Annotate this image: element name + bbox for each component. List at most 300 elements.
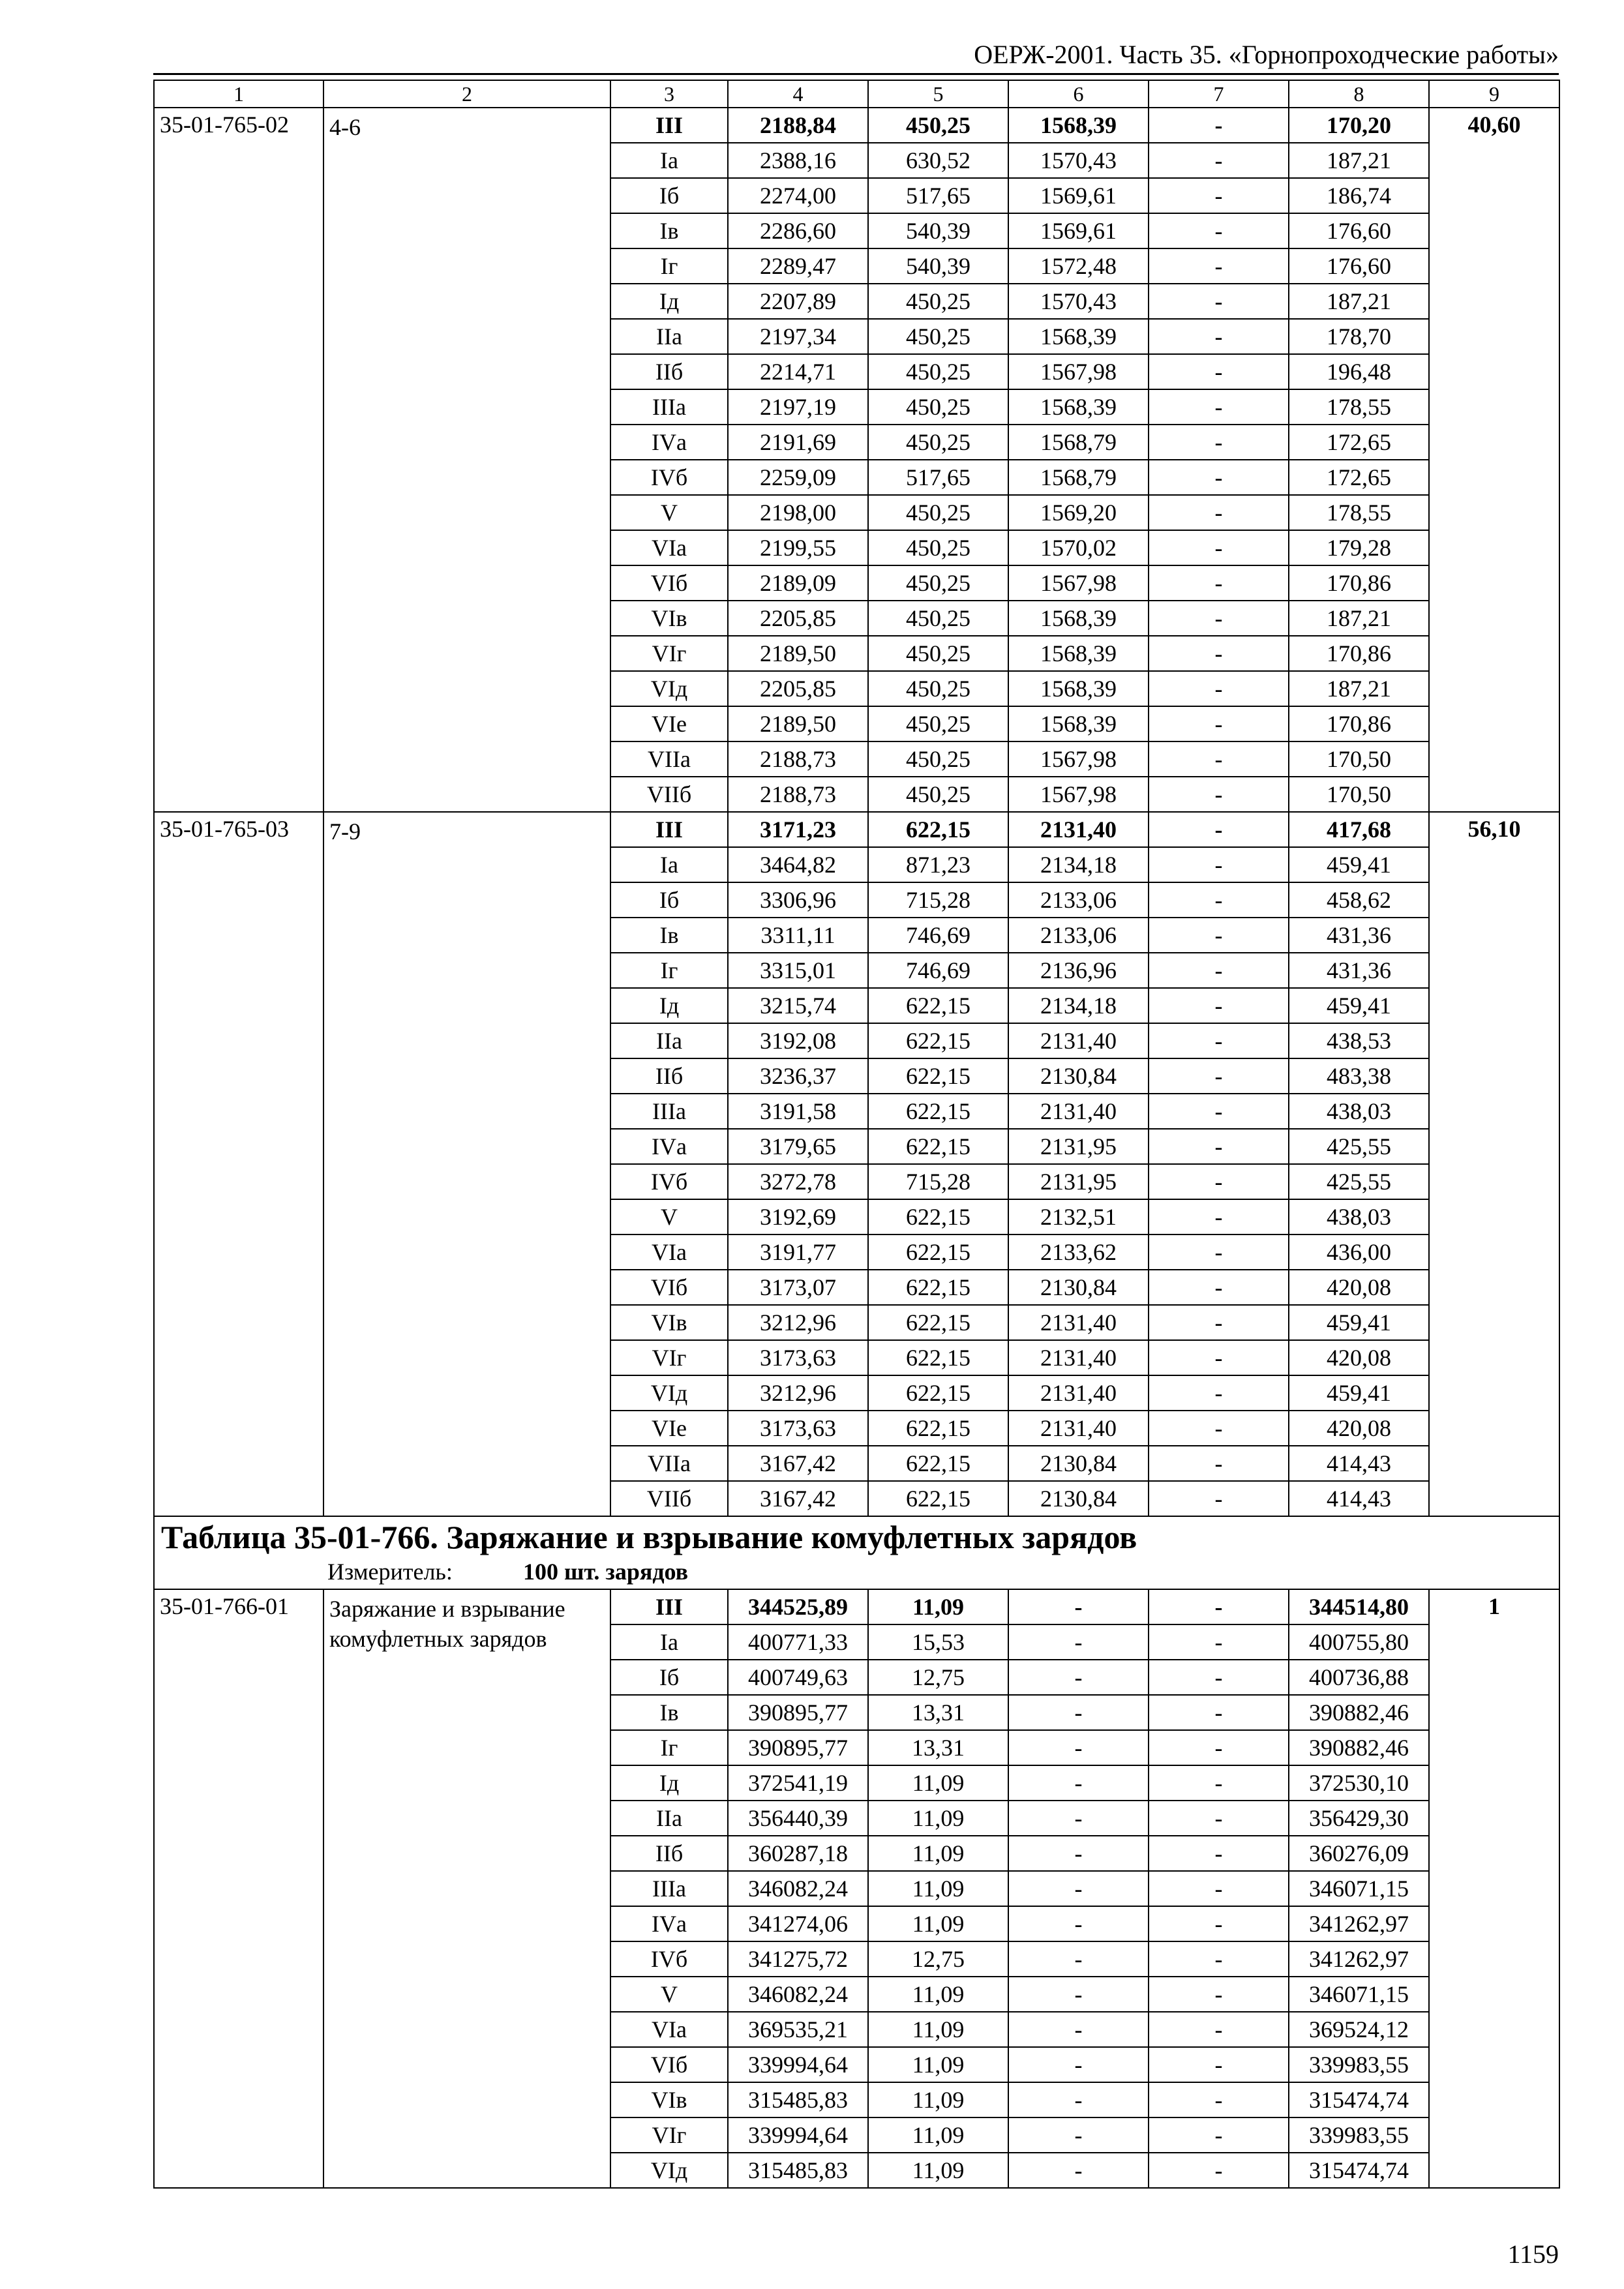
value-col-4: 2189,09 — [728, 565, 868, 601]
value-col-4: 3173,63 — [728, 1411, 868, 1446]
region-zone: VIа — [610, 2012, 728, 2047]
value-col-5: 450,25 — [868, 741, 1008, 777]
value-col-4: 346082,24 — [728, 1871, 868, 1906]
value-col-4: 390895,77 — [728, 1730, 868, 1765]
value-col-4: 341274,06 — [728, 1906, 868, 1941]
value-col-4: 2388,16 — [728, 143, 868, 178]
region-zone: VIд — [610, 671, 728, 706]
region-zone: VIа — [610, 530, 728, 565]
value-col-6: - — [1008, 2012, 1149, 2047]
value-col-4: 356440,39 — [728, 1801, 868, 1836]
value-col-6: 2131,40 — [1008, 1340, 1149, 1375]
column-number: 6 — [1008, 80, 1149, 108]
value-col-4: 3192,69 — [728, 1199, 868, 1234]
value-col-4: 339994,64 — [728, 2117, 868, 2153]
value-col-5: 450,25 — [868, 354, 1008, 389]
value-col-6: 1567,98 — [1008, 741, 1149, 777]
value-col-4: 2207,89 — [728, 284, 868, 319]
unit-value: 100 шт. зарядов — [523, 1559, 689, 1585]
value-col-6: 2131,40 — [1008, 812, 1149, 847]
value-col-8: 417,68 — [1289, 812, 1429, 847]
value-col-8: 170,20 — [1289, 108, 1429, 143]
value-col-4: 2199,55 — [728, 530, 868, 565]
value-col-4: 2191,69 — [728, 425, 868, 460]
value-col-7: - — [1149, 1660, 1289, 1695]
value-col-4: 2274,00 — [728, 178, 868, 213]
value-col-6: 1568,39 — [1008, 636, 1149, 671]
value-col-4: 3173,63 — [728, 1340, 868, 1375]
value-col-8: 369524,12 — [1289, 2012, 1429, 2047]
value-col-7: - — [1149, 389, 1289, 425]
region-zone: V — [610, 495, 728, 530]
column-number: 8 — [1289, 80, 1429, 108]
value-col-4: 2286,60 — [728, 213, 868, 248]
value-col-5: 15,53 — [868, 1624, 1008, 1660]
value-col-5: 450,25 — [868, 319, 1008, 354]
rate-code: 35-01-765-03 — [154, 812, 323, 1516]
value-col-7: - — [1149, 1906, 1289, 1941]
column-number: 1 — [154, 80, 323, 108]
value-col-4: 3191,77 — [728, 1234, 868, 1270]
value-col-8: 176,60 — [1289, 248, 1429, 284]
value-col-5: 450,25 — [868, 108, 1008, 143]
value-col-7: - — [1149, 882, 1289, 918]
region-zone: Iв — [610, 1695, 728, 1730]
value-col-6: 1568,39 — [1008, 706, 1149, 741]
value-col-7: - — [1149, 1801, 1289, 1836]
region-zone: VIв — [610, 2082, 728, 2117]
value-col-6: 2131,40 — [1008, 1305, 1149, 1340]
value-col-5: 746,69 — [868, 918, 1008, 953]
table-heading — [154, 1516, 1559, 1589]
value-col-5: 746,69 — [868, 953, 1008, 988]
value-col-5: 13,31 — [868, 1695, 1008, 1730]
value-col-8: 431,36 — [1289, 918, 1429, 953]
value-col-5: 622,15 — [868, 1129, 1008, 1164]
value-col-5: 622,15 — [868, 1305, 1008, 1340]
unit-label: Измеритель: — [327, 1559, 453, 1585]
value-col-4: 2205,85 — [728, 601, 868, 636]
page-header: ОЕРЖ-2001. Часть 35. «Горнопроходческие работы» — [974, 40, 1559, 69]
region-zone: Iб — [610, 882, 728, 918]
value-col-8: 390882,46 — [1289, 1730, 1429, 1765]
value-col-7: - — [1149, 2012, 1289, 2047]
value-col-4: 2189,50 — [728, 636, 868, 671]
value-col-4: 3236,37 — [728, 1058, 868, 1094]
value-col-6: 1568,79 — [1008, 460, 1149, 495]
value-col-6: - — [1008, 1801, 1149, 1836]
value-col-6: - — [1008, 1871, 1149, 1906]
region-zone: IIб — [610, 1836, 728, 1871]
value-col-5: 540,39 — [868, 213, 1008, 248]
value-col-6: 1568,79 — [1008, 425, 1149, 460]
column-number: 2 — [323, 80, 610, 108]
value-col-6: 2133,06 — [1008, 882, 1149, 918]
value-col-4: 3171,23 — [728, 812, 868, 847]
value-col-7: - — [1149, 812, 1289, 847]
value-col-6: 1572,48 — [1008, 248, 1149, 284]
value-col-6: 1567,98 — [1008, 777, 1149, 812]
value-col-5: 11,09 — [868, 2153, 1008, 2188]
region-zone: Iг — [610, 248, 728, 284]
value-col-4: 341275,72 — [728, 1941, 868, 1977]
region-zone: VIв — [610, 601, 728, 636]
value-col-8: 431,36 — [1289, 953, 1429, 988]
value-col-6: 2133,06 — [1008, 918, 1149, 953]
value-col-5: 11,09 — [868, 1801, 1008, 1836]
region-zone: VIIб — [610, 1481, 728, 1516]
value-col-6: 1570,43 — [1008, 284, 1149, 319]
value-col-7: - — [1149, 2047, 1289, 2082]
region-zone: VIб — [610, 1270, 728, 1305]
value-col-5: 540,39 — [868, 248, 1008, 284]
value-col-8: 315474,74 — [1289, 2153, 1429, 2188]
value-col-6: 2131,40 — [1008, 1023, 1149, 1058]
value-col-5: 622,15 — [868, 1094, 1008, 1129]
header-rule — [153, 73, 1559, 75]
value-col-6: - — [1008, 2153, 1149, 2188]
value-col-8: 400755,80 — [1289, 1624, 1429, 1660]
value-col-8: 459,41 — [1289, 847, 1429, 882]
value-col-8: 459,41 — [1289, 1375, 1429, 1411]
value-col-7: - — [1149, 2153, 1289, 2188]
rate-description: 7-9 — [323, 812, 610, 1516]
value-col-6: 2132,51 — [1008, 1199, 1149, 1234]
value-col-6: 1567,98 — [1008, 354, 1149, 389]
value-col-6: 2131,95 — [1008, 1129, 1149, 1164]
region-zone: IVа — [610, 1906, 728, 1941]
value-col-5: 450,25 — [868, 389, 1008, 425]
value-col-4: 3167,42 — [728, 1446, 868, 1481]
value-col-8: 356429,30 — [1289, 1801, 1429, 1836]
table-title: Таблица 35-01-766. Заряжание и взрывание комуфлетных зарядов — [161, 1519, 1137, 1555]
value-col-7: - — [1149, 847, 1289, 882]
value-col-5: 11,09 — [868, 2082, 1008, 2117]
value-col-8: 346071,15 — [1289, 1977, 1429, 2012]
value-col-7: - — [1149, 671, 1289, 706]
region-zone: Iд — [610, 1765, 728, 1801]
region-zone: VIв — [610, 1305, 728, 1340]
value-col-5: 622,15 — [868, 1481, 1008, 1516]
region-zone: IVа — [610, 1129, 728, 1164]
value-col-4: 2198,00 — [728, 495, 868, 530]
value-col-7: - — [1149, 1375, 1289, 1411]
value-col-6: 2136,96 — [1008, 953, 1149, 988]
value-col-4: 2289,47 — [728, 248, 868, 284]
value-col-5: 13,31 — [868, 1730, 1008, 1765]
value-col-7: - — [1149, 178, 1289, 213]
col9-value: 1 — [1429, 1589, 1559, 2188]
value-col-7: - — [1149, 143, 1289, 178]
region-zone: VIг — [610, 636, 728, 671]
region-zone: Iв — [610, 918, 728, 953]
value-col-6: 1568,39 — [1008, 601, 1149, 636]
value-col-8: 172,65 — [1289, 425, 1429, 460]
region-zone: IIа — [610, 1801, 728, 1836]
value-col-7: - — [1149, 777, 1289, 812]
value-col-8: 341262,97 — [1289, 1906, 1429, 1941]
value-col-5: 11,09 — [868, 1589, 1008, 1624]
column-number-row — [154, 80, 1559, 108]
value-col-5: 11,09 — [868, 1871, 1008, 1906]
value-col-5: 622,15 — [868, 1375, 1008, 1411]
value-col-5: 630,52 — [868, 143, 1008, 178]
value-col-8: 178,70 — [1289, 319, 1429, 354]
region-zone: VIIб — [610, 777, 728, 812]
page-number: 1159 — [1507, 2239, 1559, 2269]
value-col-8: 196,48 — [1289, 354, 1429, 389]
value-col-4: 2188,84 — [728, 108, 868, 143]
value-col-6: 1568,39 — [1008, 671, 1149, 706]
col9-value: 56,10 — [1429, 812, 1559, 1516]
value-col-4: 3173,07 — [728, 1270, 868, 1305]
value-col-4: 400749,63 — [728, 1660, 868, 1695]
region-zone: III — [610, 1589, 728, 1624]
value-col-6: 1569,61 — [1008, 178, 1149, 213]
value-col-5: 11,09 — [868, 1765, 1008, 1801]
rates-table — [153, 80, 1560, 2189]
region-zone: IIIа — [610, 389, 728, 425]
value-col-8: 458,62 — [1289, 882, 1429, 918]
value-col-7: - — [1149, 495, 1289, 530]
value-col-5: 450,25 — [868, 636, 1008, 671]
value-col-7: - — [1149, 1058, 1289, 1094]
value-col-7: - — [1149, 248, 1289, 284]
value-col-5: 715,28 — [868, 882, 1008, 918]
value-col-4: 400771,33 — [728, 1624, 868, 1660]
value-col-6: - — [1008, 2047, 1149, 2082]
region-zone: IIа — [610, 319, 728, 354]
value-col-6: - — [1008, 2082, 1149, 2117]
value-col-4: 2189,50 — [728, 706, 868, 741]
value-col-8: 425,55 — [1289, 1129, 1429, 1164]
value-col-8: 315474,74 — [1289, 2082, 1429, 2117]
table-row — [154, 812, 1559, 847]
value-col-5: 450,25 — [868, 284, 1008, 319]
value-col-7: - — [1149, 2117, 1289, 2153]
value-col-6: 2134,18 — [1008, 988, 1149, 1023]
region-zone: VIб — [610, 2047, 728, 2082]
value-col-5: 622,15 — [868, 812, 1008, 847]
value-col-6: 2131,95 — [1008, 1164, 1149, 1199]
unit-of-measure — [161, 1557, 1552, 1586]
value-col-4: 360287,18 — [728, 1836, 868, 1871]
value-col-6: 1568,39 — [1008, 389, 1149, 425]
value-col-8: 170,86 — [1289, 565, 1429, 601]
value-col-7: - — [1149, 1624, 1289, 1660]
value-col-4: 3192,08 — [728, 1023, 868, 1058]
region-zone: VIд — [610, 1375, 728, 1411]
value-col-4: 3464,82 — [728, 847, 868, 882]
column-number: 9 — [1429, 80, 1559, 108]
value-col-4: 3191,58 — [728, 1094, 868, 1129]
value-col-5: 622,15 — [868, 1340, 1008, 1375]
value-col-7: - — [1149, 1023, 1289, 1058]
value-col-4: 2197,19 — [728, 389, 868, 425]
value-col-7: - — [1149, 108, 1289, 143]
value-col-8: 339983,55 — [1289, 2047, 1429, 2082]
value-col-8: 436,00 — [1289, 1234, 1429, 1270]
value-col-8: 187,21 — [1289, 284, 1429, 319]
value-col-6: 1570,02 — [1008, 530, 1149, 565]
value-col-7: - — [1149, 636, 1289, 671]
region-zone: III — [610, 812, 728, 847]
value-col-7: - — [1149, 1234, 1289, 1270]
value-col-7: - — [1149, 213, 1289, 248]
region-zone: III — [610, 108, 728, 143]
region-zone: VIе — [610, 706, 728, 741]
value-col-6: 2134,18 — [1008, 847, 1149, 882]
table-heading-row — [154, 1516, 1559, 1589]
region-zone: Iд — [610, 988, 728, 1023]
value-col-8: 339983,55 — [1289, 2117, 1429, 2153]
value-col-8: 344514,80 — [1289, 1589, 1429, 1624]
value-col-6: 2130,84 — [1008, 1270, 1149, 1305]
value-col-6: 1567,98 — [1008, 565, 1149, 601]
region-zone: IVа — [610, 425, 728, 460]
value-col-6: 2131,40 — [1008, 1375, 1149, 1411]
value-col-4: 3306,96 — [728, 882, 868, 918]
value-col-5: 12,75 — [868, 1660, 1008, 1695]
value-col-8: 170,50 — [1289, 741, 1429, 777]
value-col-8: 459,41 — [1289, 988, 1429, 1023]
value-col-4: 2214,71 — [728, 354, 868, 389]
value-col-5: 11,09 — [868, 1906, 1008, 1941]
value-col-7: - — [1149, 1589, 1289, 1624]
value-col-8: 425,55 — [1289, 1164, 1429, 1199]
value-col-4: 3167,42 — [728, 1481, 868, 1516]
region-zone: V — [610, 1977, 728, 2012]
value-col-8: 170,86 — [1289, 636, 1429, 671]
value-col-8: 179,28 — [1289, 530, 1429, 565]
value-col-8: 187,21 — [1289, 671, 1429, 706]
value-col-6: - — [1008, 1941, 1149, 1977]
value-col-6: - — [1008, 1730, 1149, 1765]
value-col-8: 459,41 — [1289, 1305, 1429, 1340]
region-zone: IVб — [610, 1941, 728, 1977]
value-col-4: 315485,83 — [728, 2153, 868, 2188]
value-col-4: 315485,83 — [728, 2082, 868, 2117]
region-zone: VIг — [610, 2117, 728, 2153]
value-col-5: 622,15 — [868, 1058, 1008, 1094]
value-col-4: 3272,78 — [728, 1164, 868, 1199]
value-col-7: - — [1149, 1305, 1289, 1340]
rate-description: 4-6 — [323, 108, 610, 812]
value-col-4: 369535,21 — [728, 2012, 868, 2047]
value-col-7: - — [1149, 1695, 1289, 1730]
value-col-5: 11,09 — [868, 2117, 1008, 2153]
value-col-5: 622,15 — [868, 1446, 1008, 1481]
table-body — [154, 80, 1559, 2188]
value-col-8: 178,55 — [1289, 389, 1429, 425]
value-col-6: 2130,84 — [1008, 1058, 1149, 1094]
value-col-7: - — [1149, 953, 1289, 988]
value-col-6: 1569,20 — [1008, 495, 1149, 530]
region-zone: IIб — [610, 354, 728, 389]
value-col-4: 3212,96 — [728, 1375, 868, 1411]
region-zone: VIб — [610, 565, 728, 601]
value-col-8: 438,03 — [1289, 1199, 1429, 1234]
value-col-8: 420,08 — [1289, 1270, 1429, 1305]
value-col-5: 622,15 — [868, 1270, 1008, 1305]
value-col-5: 450,25 — [868, 495, 1008, 530]
value-col-5: 11,09 — [868, 1977, 1008, 2012]
value-col-6: 2133,62 — [1008, 1234, 1149, 1270]
value-col-7: - — [1149, 530, 1289, 565]
value-col-6: - — [1008, 1977, 1149, 2012]
region-zone: Iг — [610, 1730, 728, 1765]
value-col-8: 390882,46 — [1289, 1695, 1429, 1730]
value-col-6: - — [1008, 1695, 1149, 1730]
region-zone: IVб — [610, 1164, 728, 1199]
value-col-8: 438,03 — [1289, 1094, 1429, 1129]
value-col-8: 372530,10 — [1289, 1765, 1429, 1801]
value-col-6: - — [1008, 1589, 1149, 1624]
table-row — [154, 108, 1559, 143]
value-col-7: - — [1149, 1446, 1289, 1481]
value-col-6: - — [1008, 1624, 1149, 1660]
value-col-4: 3315,01 — [728, 953, 868, 988]
value-col-7: - — [1149, 601, 1289, 636]
value-col-4: 372541,19 — [728, 1765, 868, 1801]
value-col-6: - — [1008, 1765, 1149, 1801]
value-col-5: 450,25 — [868, 777, 1008, 812]
value-col-7: - — [1149, 284, 1289, 319]
value-col-8: 187,21 — [1289, 143, 1429, 178]
value-col-6: - — [1008, 2117, 1149, 2153]
value-col-8: 400736,88 — [1289, 1660, 1429, 1695]
region-zone: Iв — [610, 213, 728, 248]
value-col-7: - — [1149, 1765, 1289, 1801]
rate-description: Заряжание и взрывание комуфлетных зарядов — [323, 1589, 610, 2188]
value-col-7: - — [1149, 706, 1289, 741]
value-col-5: 450,25 — [868, 530, 1008, 565]
value-col-7: - — [1149, 354, 1289, 389]
value-col-8: 186,74 — [1289, 178, 1429, 213]
value-col-7: - — [1149, 918, 1289, 953]
value-col-6: 2131,40 — [1008, 1094, 1149, 1129]
region-zone: IIIа — [610, 1094, 728, 1129]
region-zone: Iб — [610, 1660, 728, 1695]
value-col-5: 715,28 — [868, 1164, 1008, 1199]
region-zone: V — [610, 1199, 728, 1234]
value-col-8: 420,08 — [1289, 1411, 1429, 1446]
value-col-4: 3179,65 — [728, 1129, 868, 1164]
value-col-6: - — [1008, 1906, 1149, 1941]
value-col-5: 622,15 — [868, 988, 1008, 1023]
value-col-4: 3212,96 — [728, 1305, 868, 1340]
value-col-5: 622,15 — [868, 1199, 1008, 1234]
value-col-8: 341262,97 — [1289, 1941, 1429, 1977]
value-col-5: 622,15 — [868, 1234, 1008, 1270]
region-zone: Iа — [610, 847, 728, 882]
value-col-8: 420,08 — [1289, 1340, 1429, 1375]
value-col-7: - — [1149, 1340, 1289, 1375]
value-col-6: 1569,61 — [1008, 213, 1149, 248]
value-col-5: 11,09 — [868, 2012, 1008, 2047]
value-col-8: 483,38 — [1289, 1058, 1429, 1094]
value-col-5: 450,25 — [868, 601, 1008, 636]
column-number: 3 — [610, 80, 728, 108]
value-col-8: 176,60 — [1289, 213, 1429, 248]
value-col-7: - — [1149, 1411, 1289, 1446]
value-col-5: 450,25 — [868, 565, 1008, 601]
value-col-5: 622,15 — [868, 1023, 1008, 1058]
table-row — [154, 1589, 1559, 1624]
value-col-7: - — [1149, 2082, 1289, 2117]
value-col-5: 871,23 — [868, 847, 1008, 882]
value-col-5: 450,25 — [868, 671, 1008, 706]
